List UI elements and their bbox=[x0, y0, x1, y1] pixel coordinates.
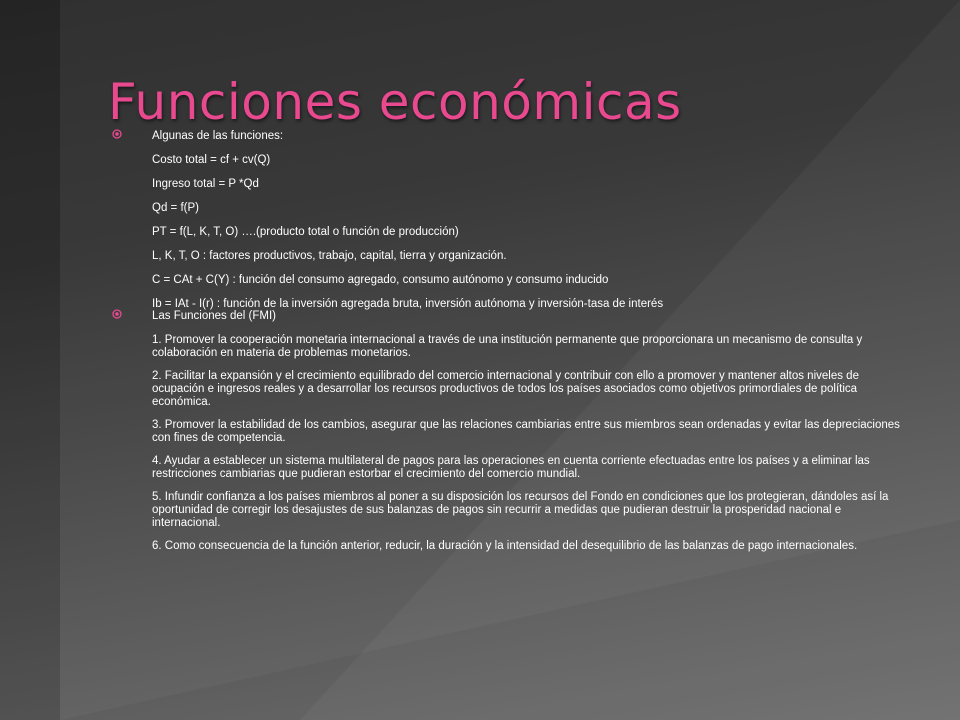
fmi-function-paragraph: 1. Promover la cooperación monetaria internacional a través de una institución permanente que proporcionara un mecanismo de consulta y colaboración en materia de problemas monetarios. bbox=[152, 334, 863, 359]
slide-title: Funciones económicas bbox=[108, 73, 682, 131]
formula-line: Costo total = cf + cv(Q) bbox=[152, 154, 271, 166]
fmi-function-paragraph: 5. Infundir confianza a los países miembros al poner a su disposición los recursos del Fondo en condiciones que los protegieran, dándoles así la oportunidad de corregir los desajustes de sus balanzas de pagos sin recurrir a medidas que pudieran destruir la prosperidad nacional e internacional. bbox=[152, 491, 889, 529]
circle-bullet-icon bbox=[112, 129, 122, 139]
formula-line: PT = f(L, K, T, O) ….(producto total o función de producción) bbox=[152, 226, 459, 238]
formula-line: Ingreso total = P *Qd bbox=[152, 178, 259, 190]
bullet-item bbox=[110, 128, 910, 312]
formula-line: Qd = f(P) bbox=[152, 202, 199, 214]
bullet-item bbox=[110, 308, 910, 553]
fmi-function-paragraph: 4. Ayudar a establecer un sistema multilateral de pagos para las operaciones en cuenta corriente efectuadas entre los países y a eliminar las restricciones cambiarias que pudieran estorbar el crecimiento del comercio mundial. bbox=[152, 455, 870, 480]
fmi-function-paragraph: 2. Facilitar la expansión y el crecimiento equilibrado del comercio internacional y contribuir con ello a promover y mantener altos niveles de ocupación e ingresos reales y a desarrollar los recursos productivos de todos los países asociados como objetivos primordiales de política económica. bbox=[152, 370, 859, 408]
slide-content bbox=[110, 128, 910, 559]
fmi-function-paragraph: 6. Como consecuencia de la función anterior, reducir, la duración y la intensidad del desequilibrio de las balanzas de pago internacionales. bbox=[152, 540, 858, 552]
fmi-function-paragraph: 3. Promover la estabilidad de los cambios, asegurar que las relaciones cambiarias entre sus miembros sean ordenadas y evitar las depreciaciones con fines de competencia. bbox=[152, 419, 900, 444]
bullet-heading: Las Funciones del (FMI) bbox=[152, 310, 276, 322]
formula-line: L, K, T, O : factores productivos, trabajo, capital, tierra y organización. bbox=[152, 250, 507, 262]
circle-bullet-icon bbox=[112, 309, 122, 319]
formula-line: Ib = IAt - I(r) : función de la inversión agregada bruta, inversión autónoma y inversión-tasa de interés bbox=[152, 298, 664, 310]
formula-line: C = CAt + C(Y) : función del consumo agregado, consumo autónomo y consumo inducido bbox=[152, 274, 609, 286]
bullet-heading: Algunas de las funciones: bbox=[152, 130, 284, 142]
